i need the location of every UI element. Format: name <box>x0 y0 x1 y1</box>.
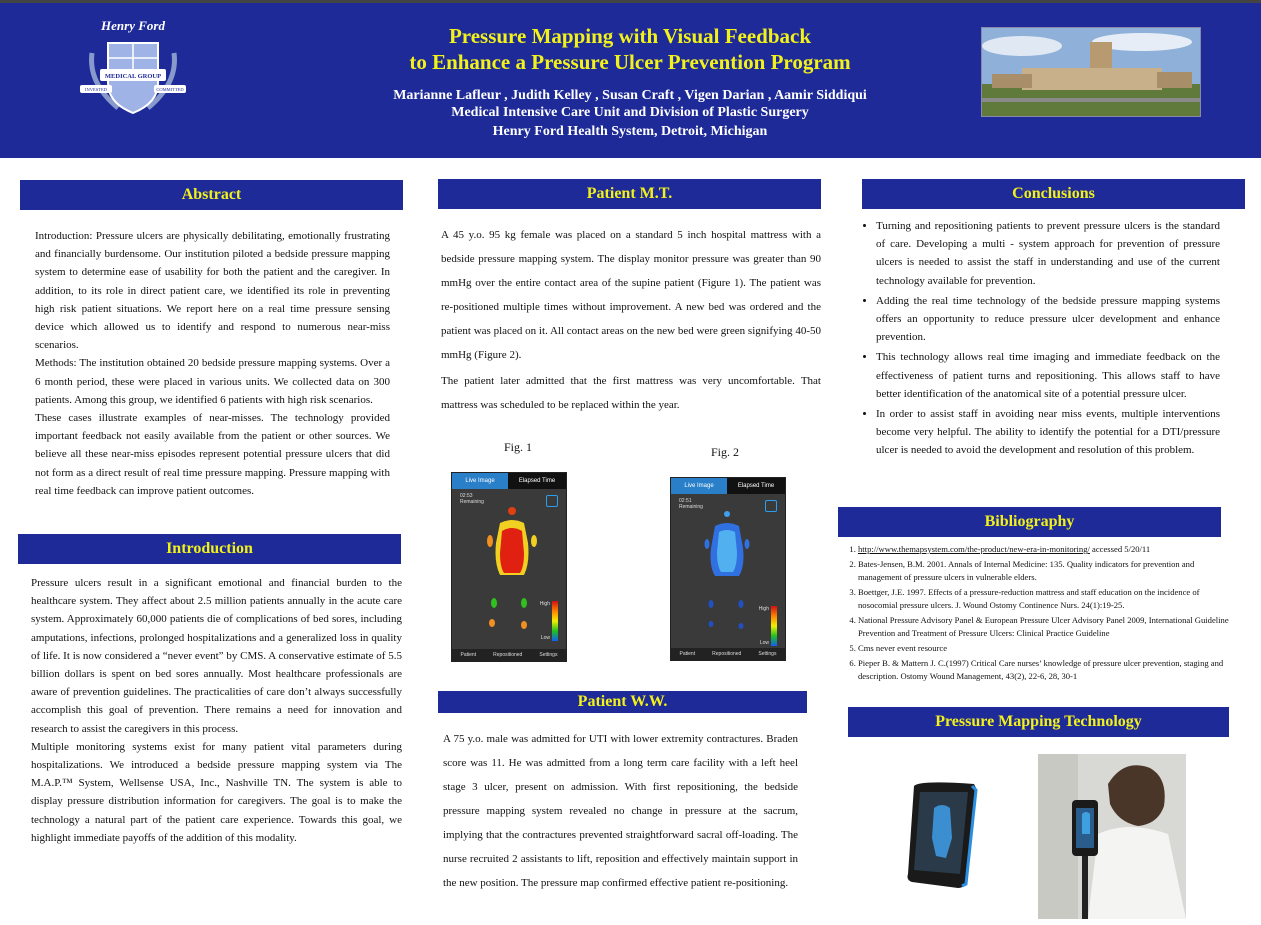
figure-1-label: Fig. 1 <box>504 440 533 454</box>
patient-button: Patient <box>679 651 696 657</box>
institution: Henry Ford Health System, Detroit, Michigan <box>492 124 768 139</box>
patient-ww-body <box>443 727 798 895</box>
pressure-legend <box>771 606 777 646</box>
patient-button: Patient <box>460 652 477 658</box>
patient-mt-body <box>441 223 821 417</box>
abstract-body <box>35 227 390 500</box>
time-remaining: 02:53 Remaining <box>460 493 484 505</box>
poster-title-line-1: Pressure Mapping with Visual Feedback <box>448 24 812 48</box>
introduction-heading: Introduction <box>18 534 401 564</box>
conclusions-list <box>862 217 1220 462</box>
bibliography-item: 2. Bates-Jensen, B.M. 2001. Annals of Internal Medicine: 135. Quality indicators for prevention and management of pressure ulcers in vulnerable elders. <box>858 558 1238 584</box>
conclusion-item: • Adding the real time technology of the bedside pressure mapping systems offers an opportunity to reduce pressure ulcer development and enhance prevention. <box>876 292 1220 347</box>
live-image-tab: Live Image <box>671 478 727 494</box>
svg-text:MEDICAL GROUP: MEDICAL GROUP <box>104 73 162 80</box>
conclusion-item: • Turning and repositioning patients to prevent pressure ulcers is the standard of care. Developing a multi - system approach for prevention of pressure ulcers is needed to assist the staff in understanding and use of the current technology available for prevention. <box>876 217 1220 290</box>
legend-low-label: Low <box>540 635 550 641</box>
bibliography-item: 6. Pieper B. & Mattern J. C.(1997) Critical Care nurses’ knowledge of pressure ulcer prevention, staging and description. Ostomy Wound Management, 43(2), 22-6, 28, 30-1 <box>858 657 1238 683</box>
henry-ford-medical-group-logo <box>78 13 188 123</box>
bibliography-item: 1. http://www.themapsystem.com/the-product/new-era-in-monitoring/ accessed 5/20/11 <box>858 543 1238 556</box>
patient-ww-heading: Patient W.W. <box>438 691 807 713</box>
svg-text:INVESTED: INVESTED <box>85 87 107 92</box>
map-system-link[interactable]: http://www.themapsystem.com/the-product/new-era-in-monitoring/ <box>858 544 1090 554</box>
conclusion-item: • In order to assist staff in avoiding near miss events, multiple interventions become very helpful. The ability to identify the potential for a DTI/pressure ulcer is needed to avoid the development and resolution of this problem. <box>876 405 1220 460</box>
settings-button: Settings <box>758 651 777 657</box>
bibliography-item: 4. National Pressure Advisory Panel & European Pressure Ulcer Advisory Panel 2009, International Guideline Prevention and Treatment of Pressure Ulcers: Clinical Practice Guideline <box>858 614 1238 640</box>
live-image-tab: Live Image <box>452 473 508 489</box>
abstract-introduction: Introduction: Pressure ulcers are physically debilitating, emotionally frustrating and financially burdensome. Our institution piloted a bedside pressure mapping system to determine ease of usability for both the patient and the caregiver. In addition, to its role in direct patient care, we identified its role in preventing high risk patient situations. We report here on a real time pressure sensing device which allowed us to identify and respond to numerous near-miss scenarios. <box>35 230 390 352</box>
nurse-using-device-photo <box>1038 754 1186 919</box>
introduction-body <box>31 574 402 847</box>
svg-text:COMMITTED: COMMITTED <box>156 87 184 92</box>
repositioned-button: Repositioned <box>493 652 523 658</box>
elapsed-time-tab: Elapsed Time <box>727 478 785 494</box>
department: Medical Intensive Care Unit and Division of Plastic Surgery <box>451 105 809 120</box>
time-remaining: 02:51 Remaining <box>679 498 703 510</box>
authors: Marianne Lafleur , Judith Kelley , Susan Craft , Vigen Darian , Aamir Siddiqui <box>393 88 867 103</box>
patient-mt-paragraph-1: A 45 y.o. 95 kg female was placed on a standard 5 inch hospital mattress with a bedside pressure mapping system. The display monitor pressure was greater than 90 mmHg over the entire contact area of the supine patient (Figure 1). The patient was re-positioned multiple times without improvement. A new bed was ordered and the patient was placed on it. All contact areas on the new bed were green signifying 40-50 mmHg (Figure 2). <box>441 229 821 361</box>
abstract-methods: Methods: The institution obtained 20 bedside pressure mapping systems. Over a 6 month period, these were placed in various units. We collected data on 300 patients. Among this group, we identified 6 patients with high risk scenarios. <box>35 357 390 406</box>
settings-button: Settings <box>539 652 558 658</box>
legend-high-label: High <box>539 601 550 607</box>
technology-heading: Pressure Mapping Technology <box>848 707 1229 737</box>
poster-header <box>0 0 1261 158</box>
conclusions-heading: Conclusions <box>862 179 1245 209</box>
repositioned-button: Repositioned <box>712 651 742 657</box>
introduction-paragraph-1: Pressure ulcers result in a significant emotional and financial burden to the healthcare system. They affect about 2.5 million patients annually in the acute care system. Approximately 60,000 patients die of complications of bed sores, including amputations, infections, prolonged hospitalizations and a generalized loss in quality of life. It is now considered a “never event” by CMS. A conservative estimate of 5.5 billion dollars is spent on bed sores annually. Most healthcare professionals are aware of prevention guidelines. The practicalities of care don’t always successfully accomplish this goal of prevention. There remains a need for innovation and research to assist the caregivers in this process. <box>31 577 402 735</box>
bedside-monitor-device-photo <box>900 778 984 892</box>
patient-ww-paragraph: A 75 y.o. male was admitted for UTI with lower extremity contractures. Braden score was 11. He was admitted from a long term care facility with a left heel stage 3 ulcer, present on admission. With first repositioning, the bedside pressure mapping system revealed no change in pressure at the sacrum, implying that the contractures prevented straightforward sacral off-loading. The nurse recruited 2 assistants to lift, reposition and effectively maintain support in the new position. The pressure map confirmed effective patient re-positioning. <box>443 733 798 889</box>
pressure-map-figure-1 <box>451 472 567 662</box>
legend-high-label: High <box>758 606 769 612</box>
poster-title-line-2: to Enhance a Pressure Ulcer Prevention Program <box>409 50 851 74</box>
abstract-heading: Abstract <box>20 180 403 210</box>
figure-2-label: Fig. 2 <box>711 445 740 459</box>
introduction-paragraph-2: Multiple monitoring systems exist for many patient vital parameters during hospitalizations. We introduced a bedside pressure mapping system via The M.A.P.™ System, Wellsense USA, Inc., Nashville TN. The system is able to display pressure distribution information for caregivers. The goal is to make the technology a natural part of the patient care experience. Towards this goal, we highlight immediate payoffs of the addition of this modality. <box>31 740 402 844</box>
conclusion-item: • This technology allows real time imaging and immediate feedback on the effectiveness of patient turns and repositioning. This allows staff to have better identification of the anatomical site of a potential pressure ulcer. <box>876 348 1220 403</box>
patient-mt-heading: Patient M.T. <box>438 179 821 209</box>
bibliography-item: 5. Cms never event resource <box>858 642 1238 655</box>
abstract-conclusion: These cases illustrate examples of near-misses. The technology provided important feedback not easily available from the patient or other sources. We believe all these near-miss episodes represent potential pressure ulcers that did not form as a direct result of real time pressure mapping. Pressure mapping with real time feedback can improve patient outcomes. <box>35 412 390 497</box>
legend-low-label: Low <box>759 640 769 646</box>
pressure-legend <box>552 601 558 641</box>
svg-text:Henry Ford: Henry Ford <box>101 18 165 33</box>
bibliography-item: 3. Boettger, J.E. 1997. Effects of a pressure-reduction mattress and staff education on the incidence of nosocomial pressure ulcers. J. Wound Ostomy Continence Nurs. 24(1):19-25. <box>858 586 1238 612</box>
elapsed-time-tab: Elapsed Time <box>508 473 566 489</box>
pressure-heatmap-low <box>671 508 785 634</box>
pressure-heatmap-high <box>452 503 566 633</box>
bibliography-heading: Bibliography <box>838 507 1221 537</box>
bibliography-list <box>840 543 1238 685</box>
pressure-map-figure-2 <box>670 477 786 661</box>
hospital-campus-photo <box>981 27 1201 117</box>
patient-mt-paragraph-2: The patient later admitted that the first mattress was very uncomfortable. That mattress was scheduled to be replaced within the year. <box>441 375 821 411</box>
